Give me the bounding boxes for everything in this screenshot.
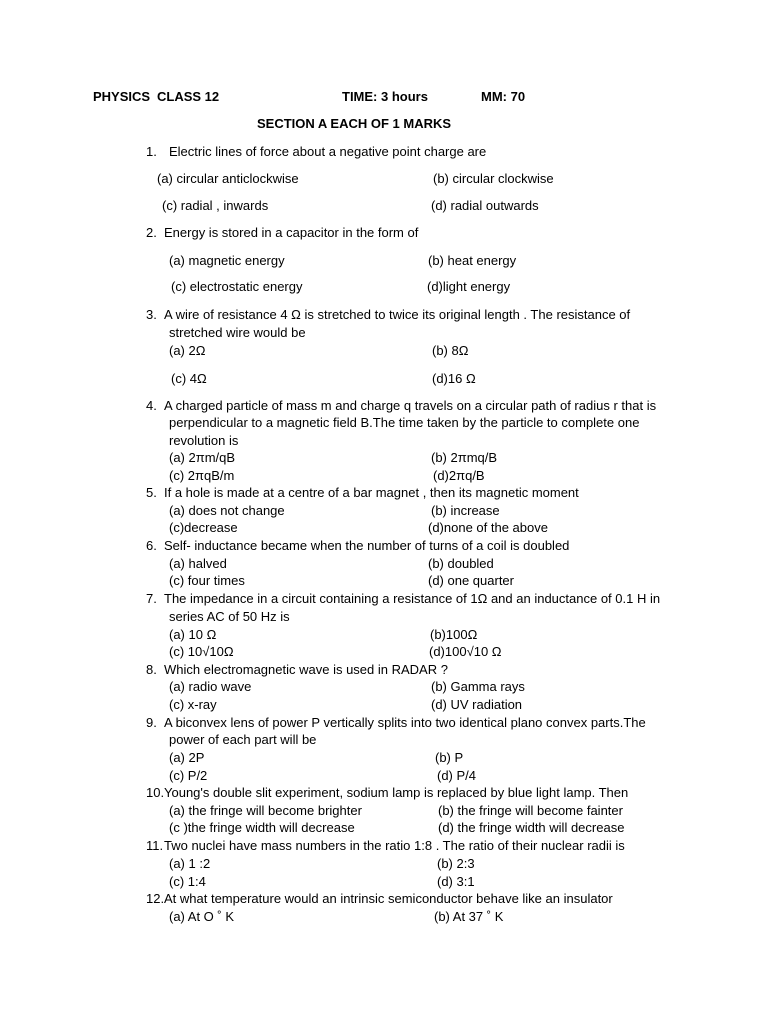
option-a: (a) At O ˚ K — [169, 909, 235, 924]
time-label: TIME: 3 hours — [342, 89, 428, 104]
option-d: (d) one quarter — [428, 573, 514, 588]
option-b: (b) the fringe will become fainter — [438, 803, 623, 818]
question-text: Energy is stored in a capacitor in the form of — [164, 225, 419, 240]
option-b: (b)100Ω — [430, 627, 478, 642]
question-number: 6. — [146, 538, 157, 553]
question-number: 2. — [146, 225, 157, 240]
question-text-line: power of each part will be — [169, 732, 317, 747]
question-text: Young's double slit experiment, sodium lamp is replaced by blue light lamp. Then — [164, 785, 629, 800]
class-label: CLASS 12 — [157, 89, 220, 104]
option-a: (a) 2Ω — [169, 343, 206, 358]
option-b: (b) increase — [431, 503, 500, 518]
question-number: 9. — [146, 715, 157, 730]
option-d: (d)none of the above — [428, 520, 548, 535]
question-number: 10. — [146, 785, 165, 800]
option-d: (d)100√10 Ω — [429, 644, 502, 659]
question-number: 1. — [146, 144, 157, 159]
option-c: (c) 4Ω — [171, 371, 207, 386]
question-text: If a hole is made at a centre of a bar magnet , then its magnetic moment — [164, 485, 579, 500]
option-a: (a) the fringe will become brighter — [169, 803, 362, 818]
option-b: (b) 8Ω — [432, 343, 469, 358]
question-number: 4. — [146, 398, 157, 413]
question-text-line: revolution is — [169, 433, 239, 448]
option-b: (b) At 37 ˚ K — [434, 909, 504, 924]
question-text: Which electromagnetic wave is used in RADAR ? — [164, 662, 448, 677]
option-b: (b) doubled — [428, 556, 494, 571]
option-d: (d) UV radiation — [431, 697, 523, 712]
option-d: (d) P/4 — [437, 768, 477, 783]
option-a: (a) halved — [169, 556, 227, 571]
question-text-line: stretched wire would be — [169, 325, 306, 340]
question-text-line: perpendicular to a magnetic field B.The time taken by the particle to complete one — [169, 415, 640, 430]
option-d: (d) radial outwards — [431, 198, 539, 213]
option-b: (b) 2πmq/B — [431, 450, 498, 465]
option-b: (b) heat energy — [428, 253, 517, 268]
option-c: (c )the fringe width will decrease — [169, 820, 355, 835]
subject-label: PHYSICS — [93, 89, 151, 104]
section-title: SECTION A EACH OF 1 MARKS — [257, 116, 452, 131]
option-a: (a) 1 :2 — [169, 856, 211, 871]
option-a: (a) circular anticlockwise — [157, 171, 299, 186]
question-text-line: A wire of resistance 4 Ω is stretched to twice its original length . The resistance of — [164, 307, 631, 322]
option-c: (c) four times — [169, 573, 245, 588]
option-d: (d) the fringe width will decrease — [438, 820, 625, 835]
question-number: 8. — [146, 662, 157, 677]
question-number: 7. — [146, 591, 157, 606]
option-c: (c) x-ray — [169, 697, 217, 712]
option-c: (c)decrease — [169, 520, 238, 535]
question-text: Self- inductance became when the number of turns of a coil is doubled — [164, 538, 570, 553]
option-b: (b) Gamma rays — [431, 679, 525, 694]
option-d: (d)16 Ω — [432, 371, 476, 386]
option-c: (c) electrostatic energy — [171, 279, 303, 294]
option-a: (a) magnetic energy — [169, 253, 285, 268]
marks-label: MM: 70 — [481, 89, 526, 104]
question-text-line: series AC of 50 Hz is — [169, 609, 290, 624]
option-b: (b) circular clockwise — [433, 171, 554, 186]
question-text: At what temperature would an intrinsic semiconductor behave like an insulator — [164, 891, 613, 906]
question-text: Electric lines of force about a negative point charge are — [169, 144, 487, 159]
option-c: (c) 10√10Ω — [169, 644, 234, 659]
option-b: (b) 2:3 — [437, 856, 475, 871]
option-c: (c) P/2 — [169, 768, 208, 783]
question-text-line: A biconvex lens of power P vertically splits into two identical plano convex parts.The — [164, 715, 646, 730]
option-d: (d) 3:1 — [437, 874, 475, 889]
option-a: (a) 2P — [169, 750, 205, 765]
option-c: (c) radial , inwards — [162, 198, 269, 213]
option-c: (c) 1:4 — [169, 874, 206, 889]
option-b: (b) P — [435, 750, 464, 765]
option-c: (c) 2πqB/m — [169, 468, 235, 483]
question-number: 3. — [146, 307, 157, 322]
question-text-line: A charged particle of mass m and charge q travels on a circular path of radius r that is — [164, 398, 657, 413]
question-number: 11. — [146, 838, 164, 853]
option-d: (d)light energy — [427, 279, 511, 294]
option-a: (a) radio wave — [169, 679, 252, 694]
option-a: (a) 2πm/qB — [169, 450, 236, 465]
question-number: 5. — [146, 485, 157, 500]
option-a: (a) does not change — [169, 503, 285, 518]
question-number: 12. — [146, 891, 165, 906]
question-text-line: The impedance in a circuit containing a resistance of 1Ω and an inductance of 0.1 H in — [164, 591, 661, 606]
option-a: (a) 10 Ω — [169, 627, 217, 642]
question-text: Two nuclei have mass numbers in the ratio 1:8 . The ratio of their nuclear radii is — [164, 838, 625, 853]
option-d: (d)2πq/B — [433, 468, 485, 483]
